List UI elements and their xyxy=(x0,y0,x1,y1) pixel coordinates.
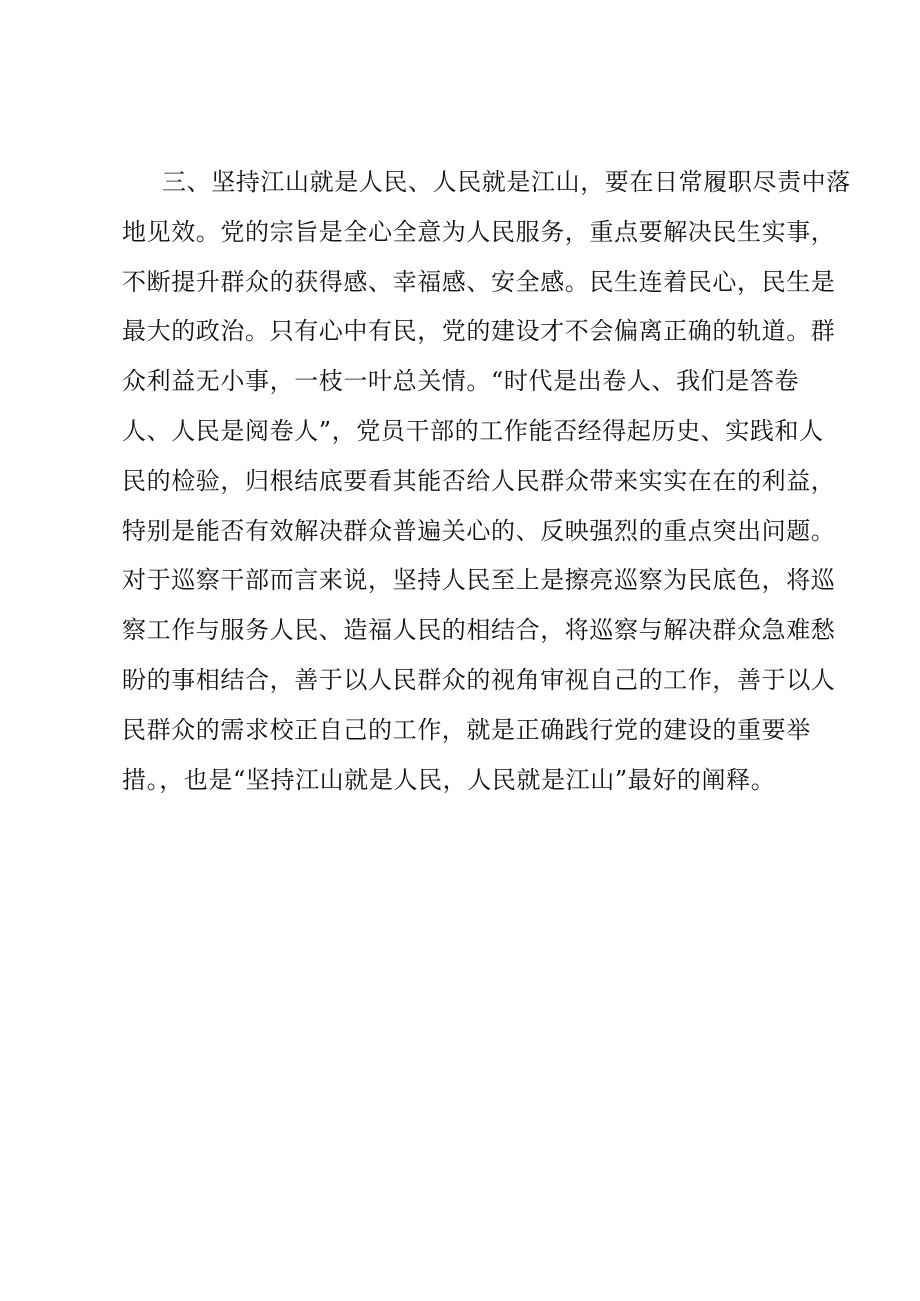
paragraph-line: 地见效。党的宗旨是全心全意为人民服务，重点要解决民生实事， xyxy=(122,217,836,246)
paragraph-line: 民的检验，归根结底要看其能否给人民群众带来实实在在的利益， xyxy=(122,466,836,495)
paragraph-line: 盼的事相结合，善于以人民群众的视角审视自己的工作，善于以人 xyxy=(122,665,836,694)
paragraph-line: 不断提升群众的获得感、幸福感、安全感。民生连着民心，民生是 xyxy=(122,267,836,296)
paragraph-line: 措。，也是“坚持江山就是人民，人民就是江山”最好的阐释。 xyxy=(122,765,776,794)
paragraph-line: 对于巡察干部而言来说，坚持人民至上是擦亮巡察为民底色，将巡 xyxy=(122,566,836,595)
paragraph-line: 察工作与服务人民、造福人民的相结合，将巡察与解决群众急难愁 xyxy=(122,616,836,645)
body-paragraph xyxy=(122,158,851,805)
paragraph-line: 特别是能否有效解决群众普遍关心的、反映强烈的重点突出问题。 xyxy=(122,516,836,545)
paragraph-line: 最大的政治。只有心中有民，党的建设才不会偏离正确的轨道。群 xyxy=(122,317,836,346)
paragraph-line: 民群众的需求校正自己的工作，就是正确践行党的建设的重要举 xyxy=(122,715,811,744)
paragraph-line: 人、人民是阅卷人”，党员干部的工作能否经得起历史、实践和人 xyxy=(122,416,824,445)
paragraph-line: 众利益无小事，一枝一叶总关情。“时代是出卷人、我们是答卷 xyxy=(122,367,800,396)
paragraph-line: 三、坚持江山就是人民、人民就是江山，要在日常履职尽责中落 xyxy=(162,168,851,196)
